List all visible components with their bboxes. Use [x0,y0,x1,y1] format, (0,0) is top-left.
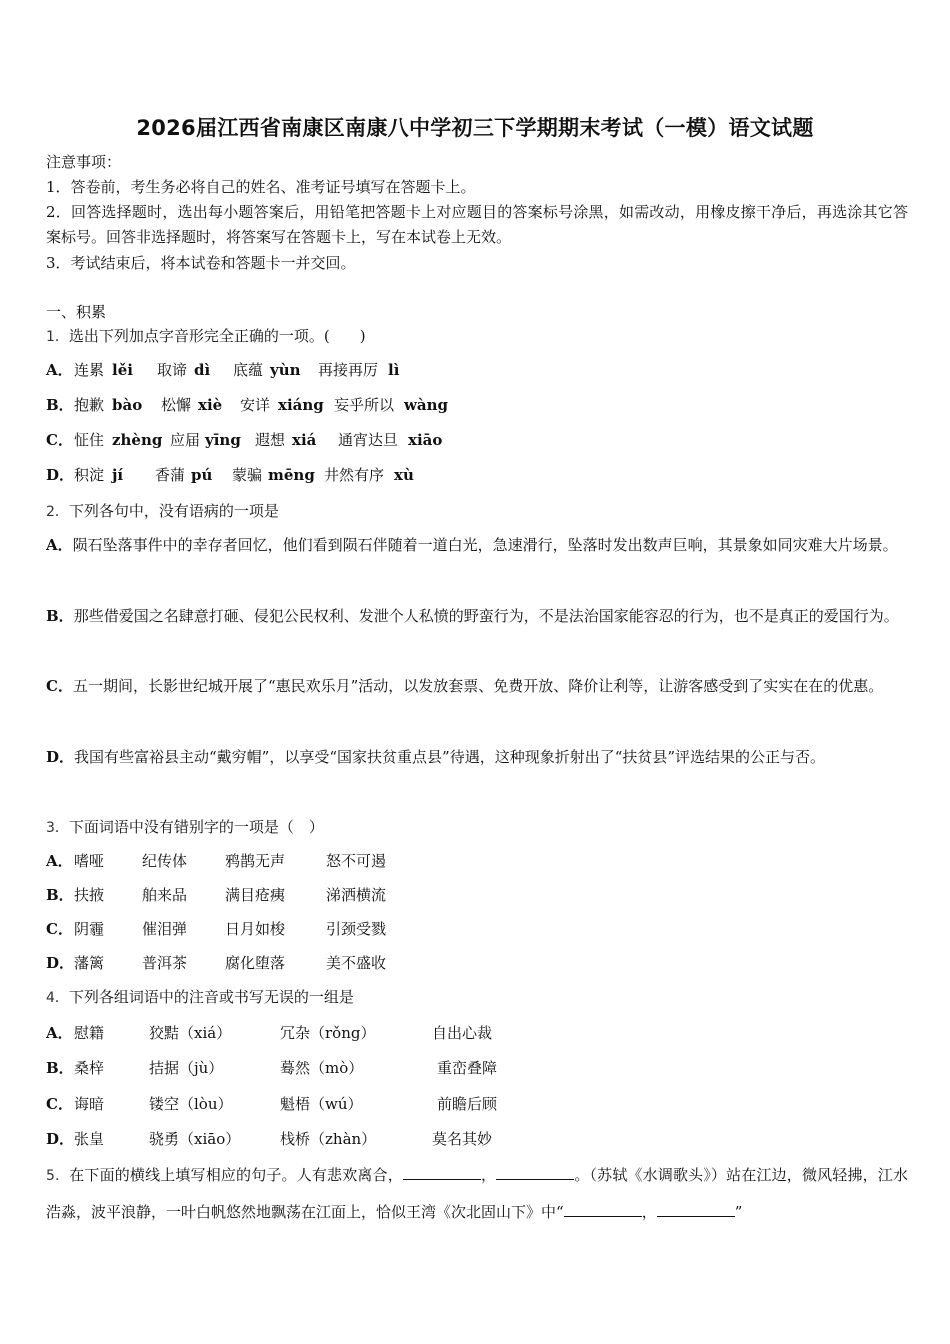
option-label: D． [46,954,75,972]
option-pinyin: bào [112,396,143,414]
option-label: B． [46,886,74,904]
option-pinyin: xiāo [408,431,443,449]
option-pinyin: jí [112,466,124,484]
option-word: 纪传体 [142,852,188,870]
option-word: 满目疮痍 [225,886,286,904]
option-word: 藩篱 [74,954,105,972]
question-5 [46,1157,908,1230]
option-word: 抱歉 [74,396,105,414]
page-title: 2026届江西省南康区南康八中学初三下学期期末考试（一模）语文试题 [136,116,814,140]
option-word: 阴霾 [74,920,105,938]
option-word: 栈桥（zhàn） [280,1130,377,1148]
option-word: 取谛 [157,361,188,379]
option-word: 镂空（lòu） [149,1095,233,1113]
section-heading: 一、积累 [46,303,107,321]
answer-blank[interactable] [496,1165,574,1180]
option-label: A． [46,361,73,379]
question-text: 。（苏轼《水调歌头》）站在江边，微风轻拂，江水浩淼，波平浪静，一叶白帆悠然地飘荡在江面上，恰似王湾《次北固山下》中“ [46,1166,908,1221]
option-word: 魁梧（wú） [280,1095,363,1113]
option-word: 慰籍 [74,1024,105,1042]
option-word: 底蕴 [233,361,264,379]
option-word: 鸦鹊无声 [225,852,286,870]
option-word: 普洱茶 [142,954,188,972]
option-word: 积淀 [74,466,105,484]
option-pinyin: mēng [268,466,315,484]
option-word: 舶来品 [142,886,188,904]
option-word: 通宵达旦 [338,431,399,449]
question-text: 选出下列加点字音形完全正确的一项。( ) [68,327,366,345]
option-word: 日月如梭 [225,920,286,938]
option-pinyin: lì [388,361,400,379]
option-word: 井然有序 [324,466,385,484]
option-label: B． [46,1059,74,1077]
option-word: 冗杂（rǒng） [280,1024,376,1042]
option-word: 美不盛收 [326,954,387,972]
answer-blank[interactable] [564,1202,642,1217]
option-word: 香蒲 [155,466,186,484]
q2-option-b[interactable] [46,598,908,634]
option-label: C． [46,677,73,695]
question-text: 下列各句中，没有语病的一项是 [68,502,279,520]
question-text: ” [734,1203,743,1221]
option-label: C． [46,920,73,938]
separator: ， [480,1166,497,1184]
option-word: 催泪弹 [142,920,188,938]
option-pinyin: xiá [292,431,317,449]
q2-option-d[interactable] [46,739,908,775]
option-word: 怔住 [74,431,105,449]
question-1-stem [46,326,366,347]
option-word: 嗜哑 [74,852,105,870]
option-word: 骁勇（xiāo） [149,1130,241,1148]
separator: ， [641,1203,657,1221]
option-pinyin: lěi [112,361,133,379]
option-word: 扶掖 [74,886,105,904]
q2-option-a[interactable] [46,527,908,563]
question-number: 5． [46,1168,70,1184]
option-pinyin: pú [191,466,213,484]
option-pinyin: wàng [404,396,449,414]
option-word: 拮据（jù） [149,1059,224,1077]
option-word: 桑梓 [74,1059,105,1077]
option-word: 遐想 [255,431,286,449]
option-label: A． [46,536,73,554]
question-number: 1． [46,329,69,345]
option-word: 自出心裁 [432,1024,493,1042]
option-word: 连累 [74,361,105,379]
notice-item-2: 2．回答选择题时，选出每小题答案后，用铅笔把答题卡上对应题目的答案标号涂黑，如需改动，用橡皮擦干净后，再选涂其它答案标号。回答非选择题时，将答案写在答题卡上，写在本试卷上无效。 [46,203,908,246]
option-word: 重峦叠障 [437,1059,498,1077]
option-word: 蓦然（mò） [280,1059,364,1077]
option-text: 陨石坠落事件中的幸存者回忆，他们看到陨石伴随着一道白光，急速滑行，坠落时发出数声巨响，其景象如同灾难大片场景。 [72,536,898,554]
notice-heading: 注意事项： [46,153,122,171]
option-label: C． [46,1095,73,1113]
option-text: 那些借爱国之名肆意打砸、侵犯公民权利、发泄个人私愤的野蛮行为，不是法治国家能容忍的行为，也不是真正的爱国行为。 [73,607,899,625]
option-pinyin: dì [194,361,211,379]
option-word: 安详 [240,396,271,414]
option-label: A． [46,852,73,870]
option-word: 再接再厉 [318,361,379,379]
option-pinyin: zhèng [112,431,163,449]
option-pinyin: xiè [198,396,223,414]
option-word: 涕洒横流 [326,886,387,904]
option-text: 五一期间，长影世纪城开展了“惠民欢乐月”活动，以发放套票、免费开放、降价让利等，让游客感受到了实实在在的优惠。 [72,677,884,695]
question-text: 下列各组词语中的注音或书写无误的一组是 [68,988,354,1006]
notice-item-1: 1．答卷前，考生务必将自己的姓名、准考证号填写在答题卡上。 [46,178,476,196]
option-word: 莫名其妙 [432,1130,493,1148]
question-number: 2． [46,504,69,520]
q2-option-c[interactable] [46,668,908,704]
option-pinyin: xù [394,466,414,484]
option-text: 我国有些富裕县主动“戴穷帽”，以享受“国家扶贫重点县”待遇，这种现象折射出了“扶贫县”评选结果的公正与否。 [74,748,826,766]
option-word: 狡黠（xiá） [149,1024,232,1042]
option-label: C． [46,431,73,449]
option-word: 妄乎所以 [334,396,395,414]
option-label: D． [46,1130,75,1148]
answer-blank[interactable] [657,1202,735,1217]
question-text: 在下面的横线上填写相应的句子。人有悲欢离合， [69,1166,403,1184]
option-word: 张皇 [74,1130,105,1148]
question-text: 下面词语中没有错别字的一项是（ ） [68,818,324,836]
option-label: B． [46,396,74,414]
option-label: A． [46,1024,73,1042]
option-word: 蒙骗 [232,466,263,484]
question-number: 3． [46,820,69,836]
option-pinyin: yīng [205,431,241,449]
option-pinyin: yùn [270,361,301,379]
option-pinyin: xiáng [278,396,324,414]
option-word: 应届 [170,431,201,449]
option-word: 前瞻后顾 [437,1095,498,1113]
question-number: 4． [46,990,69,1006]
question-3-stem [46,817,324,838]
option-word: 怒不可遏 [326,852,387,870]
option-label: D． [46,466,75,484]
option-word: 引颈受戮 [326,920,387,938]
answer-blank[interactable] [403,1165,481,1180]
option-label: D． [46,748,75,766]
option-word: 诲暗 [74,1095,105,1113]
option-word: 腐化堕落 [225,954,286,972]
notice-item-3: 3．考试结束后，将本试卷和答题卡一并交回。 [46,254,356,272]
option-label: B． [46,607,74,625]
question-4-stem [46,987,354,1008]
question-2-stem [46,501,279,522]
option-word: 松懈 [161,396,192,414]
